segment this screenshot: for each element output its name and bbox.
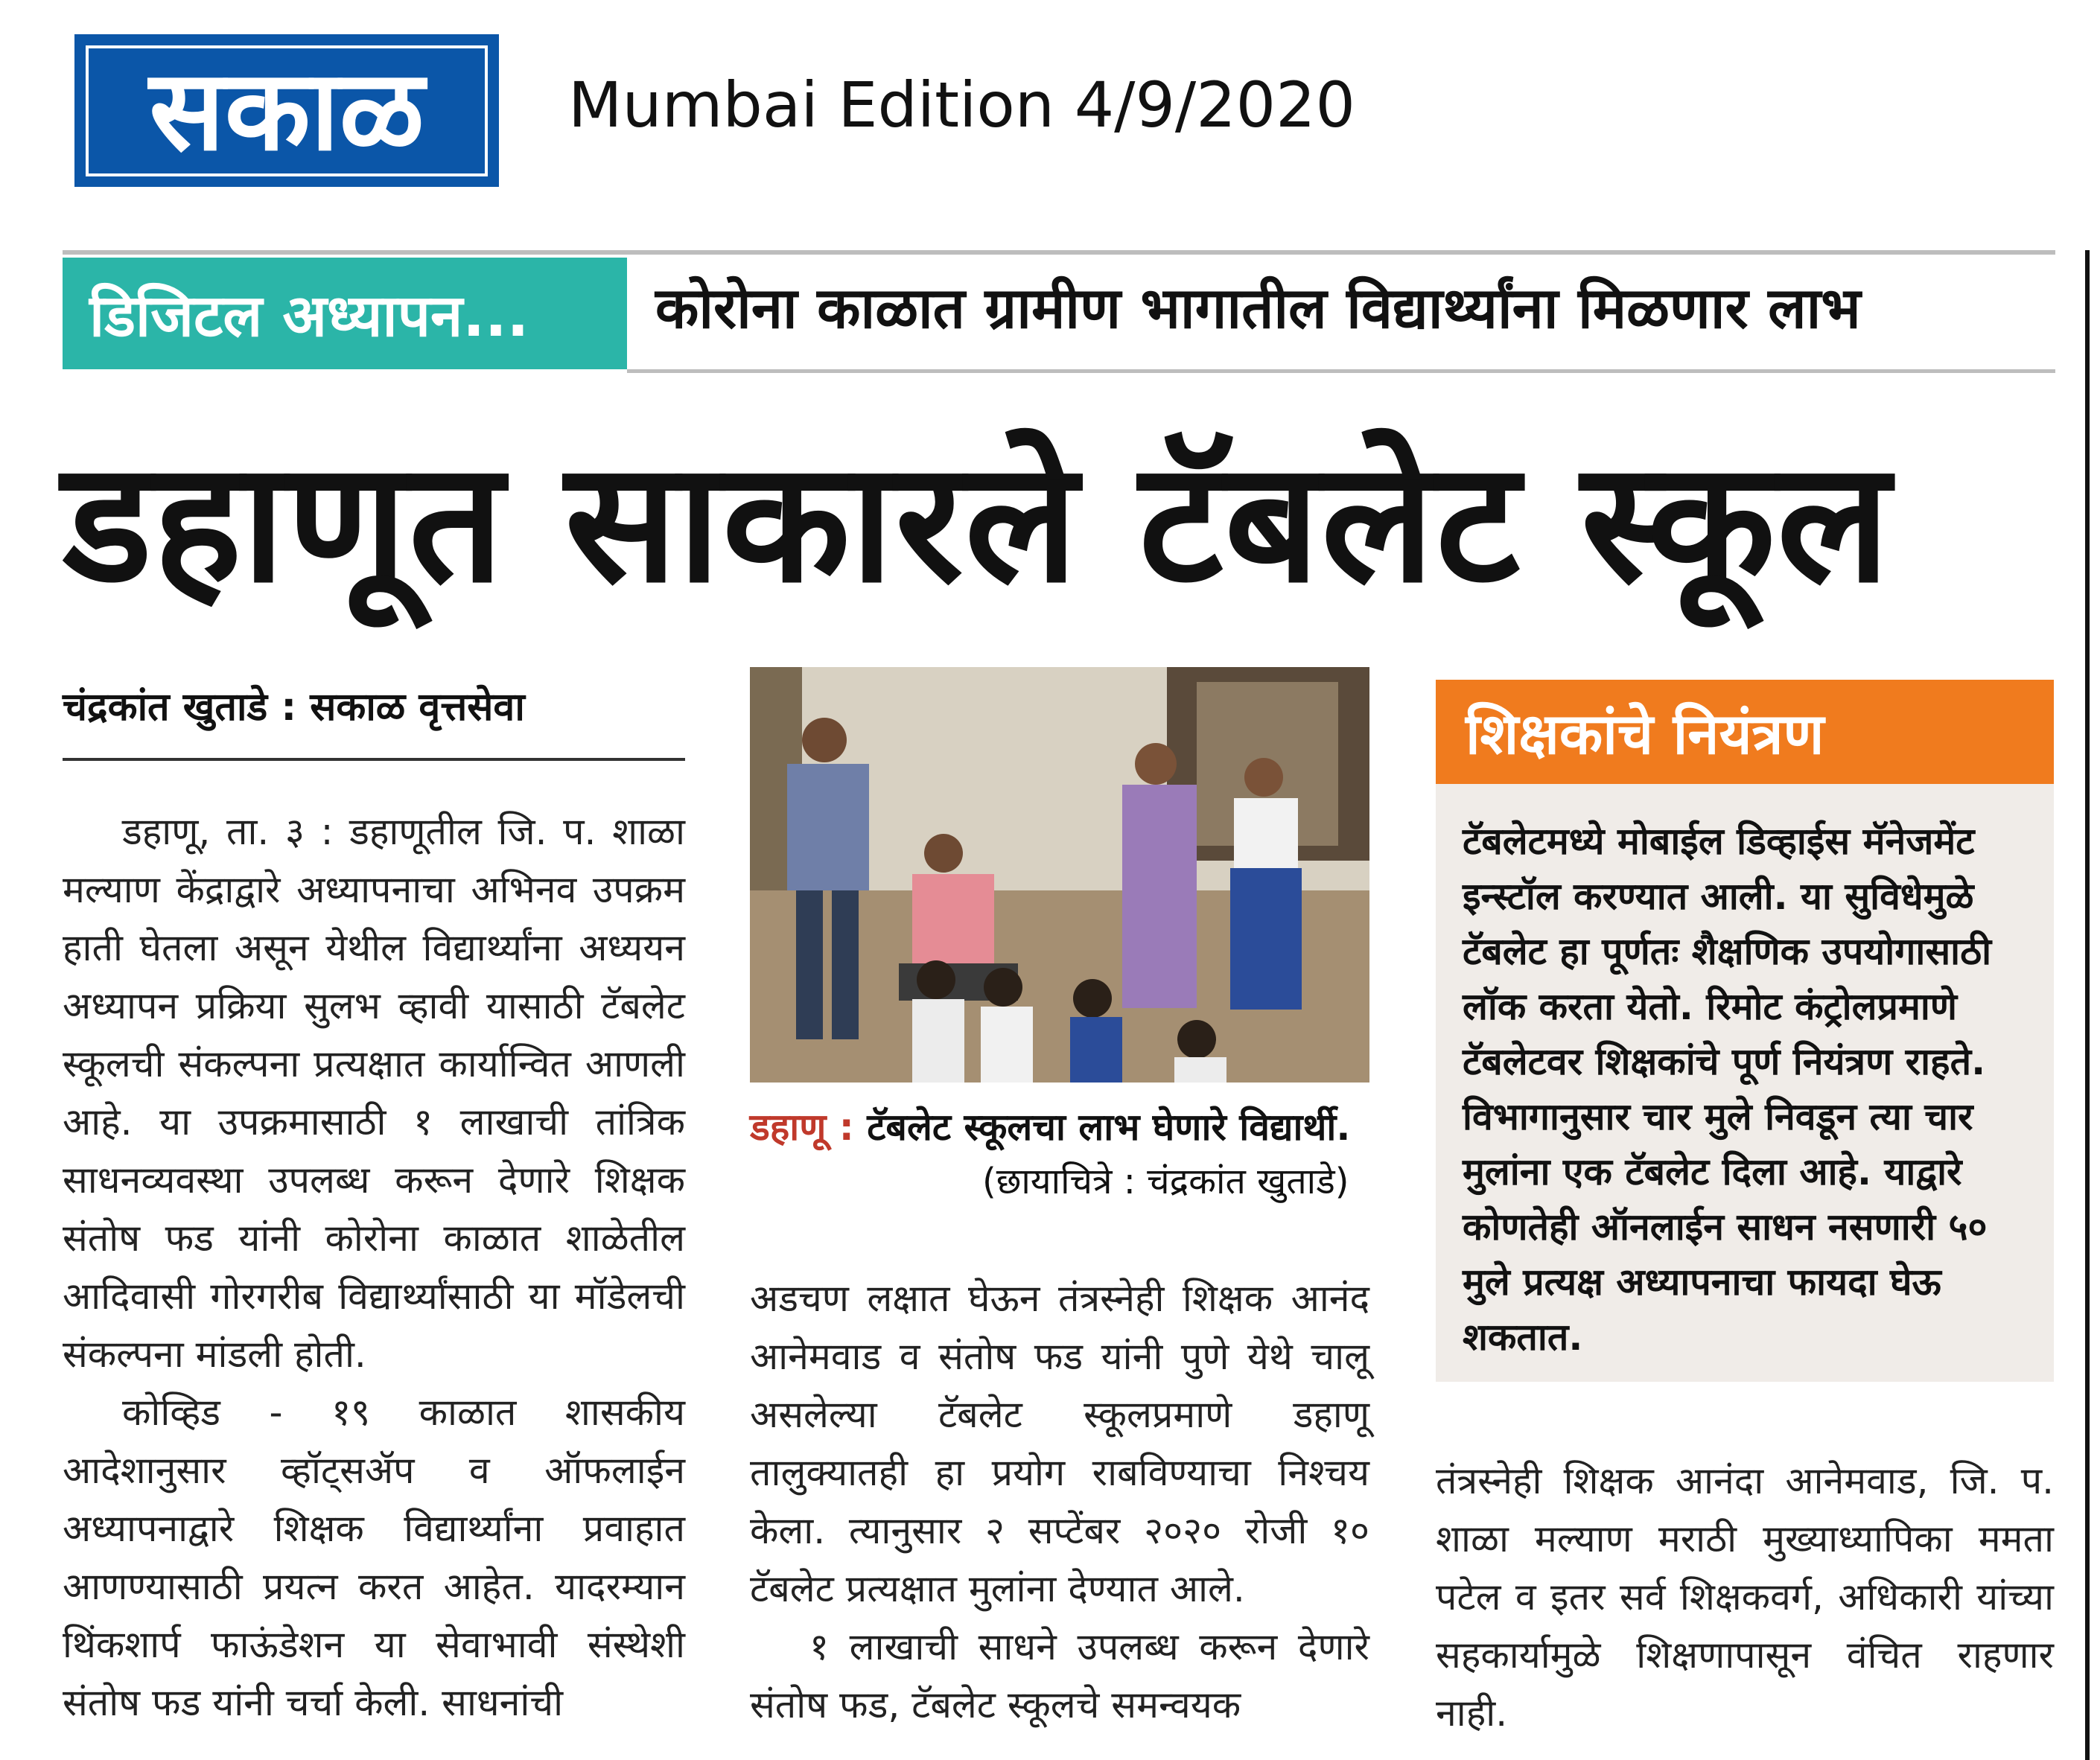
caption-text: टॅबलेट स्कूलचा लाभ घेणारे विद्यार्थी. [867,1106,1351,1149]
byline-rule [63,758,685,761]
photo-credit: (छायाचित्रे : चंद्रकांत खुताडे) [982,1161,1349,1202]
sakal-logo [74,34,499,187]
article-column-2 [750,1269,1369,1734]
paragraph: डहाणू, ता. ३ : डहाणूतील जि. प. शाळा मल्याण केंद्राद्वारे अध्यापनाचा अभिनव उपक्रम हाती घेतला असून येथील विद्यार्थ्यांना अध्ययन अध्यापन प्रक्रिया सुलभ व्हावी यासाठी टॅबलेट स्कूलची संकल्पना प्रत्यक्षात कार्यान्वित आणली आहे. या उपक्रमासाठी १ लाखाची तांत्रिक साधनव्यवस्था उपलब्ध करून देणारे शिक्षक संतोष फड यांनी कोरोना काळात शाळेतील आदिवासी गोरगरीब विद्यार्थ्यांसाठी या मॉडेलची संकल्पना मांडली होती. [63,810,685,1376]
right-border [2085,250,2090,1760]
sidebox-body: टॅबलेटमध्ये मोबाईल डिव्हाईस मॅनेजमेंट इन्स्टॉल करण्यात आली. या सुविधेमुळे टॅबलेट हा पूर्णतः शैक्षणिक उपयोगासाठी लॉक करता येतो. रिमोट कंट्रोलप्रमाणे टॅबलेटवर शिक्षकांचे पूर्ण नियंत्रण राहते. विभागानुसार चार मुले निवडून त्या चार मुलांना एक टॅबलेट दिला आहे. याद्वारे कोणतेही ऑनलाईन साधन नसणारी ५० मुले प्रत्यक्ष अध्यापनाचा फायदा घेऊ शकतात. [1436,784,2054,1382]
section-label [63,258,627,369]
headline: डहाणूत साकारले टॅबलेट स्कूल [63,425,1891,619]
edition-label: Mumbai Edition 4/9/2020 [568,68,1355,141]
paragraph: कोव्हिड - १९ काळात शासकीय आदेशानुसार व्हॉट्सॲप व ऑफलाईन अध्यापनाद्वारे शिक्षक विद्यार्थ्यांना प्रवाहात आणण्यासाठी प्रयत्न करत आहेत. यादरम्यान थिंकशार्प फाऊंडेशन या सेवाभावी संस्थेशी संतोष फड यांनी चर्चा केली. साधनांची [63,1391,685,1724]
photo-illustration [750,667,1369,1083]
strip-rule [627,369,2055,373]
photo-caption [750,1100,1350,1151]
sidebox-title [1436,680,2054,784]
strip-title: कोरोना काळात ग्रामीण भागातील विद्यार्थ्यांना मिळणार लाभ [655,275,1861,341]
paragraph: अडचण लक्षात घेऊन तंत्रस्नेही शिक्षक आनंद आनेमवाड व संतोष फड यांनी पुणे येथे चालू असलेल्या टॅबलेट स्कूलप्रमाणे डहाणू तालुक्यातही हा प्रयोग राबविण्याचा निश्चय केला. त्यानुसार २ सप्टेंबर २०२० रोजी १० टॅबलेट प्रत्यक्षात मुलांना देण्यात आले. [750,1277,1369,1610]
article-column-3 [1436,1452,2054,1742]
top-rule [63,250,2055,255]
article-column-1 [63,803,685,1732]
logo-frame [86,45,488,176]
byline: चंद्रकांत खुताडे : सकाळ वृत्तसेवा [63,685,525,730]
sidebox-title-text: शिक्षकांचे नियंत्रण [1466,700,1824,767]
caption-place: डहाणू : [750,1106,854,1149]
news-photo [750,667,1369,1083]
logo-text: सकाळ [149,45,424,176]
section-label-text: डिजिटल अध्यापन... [89,283,529,350]
paragraph: १ लाखाची साधने उपलब्ध करून देणारे संतोष फड, टॅबलेट स्कूलचे समन्वयक [750,1625,1369,1726]
paragraph: तंत्रस्नेही शिक्षक आनंदा आनेमवाड, जि. प. शाळा मल्याण मराठी मुख्याध्यापिका ममता पटेल व इतर सर्व शिक्षकवर्ग, अधिकारी यांच्या सहकार्यामुळे शिक्षणापासून वंचित राहणार नाही. [1436,1459,2054,1735]
